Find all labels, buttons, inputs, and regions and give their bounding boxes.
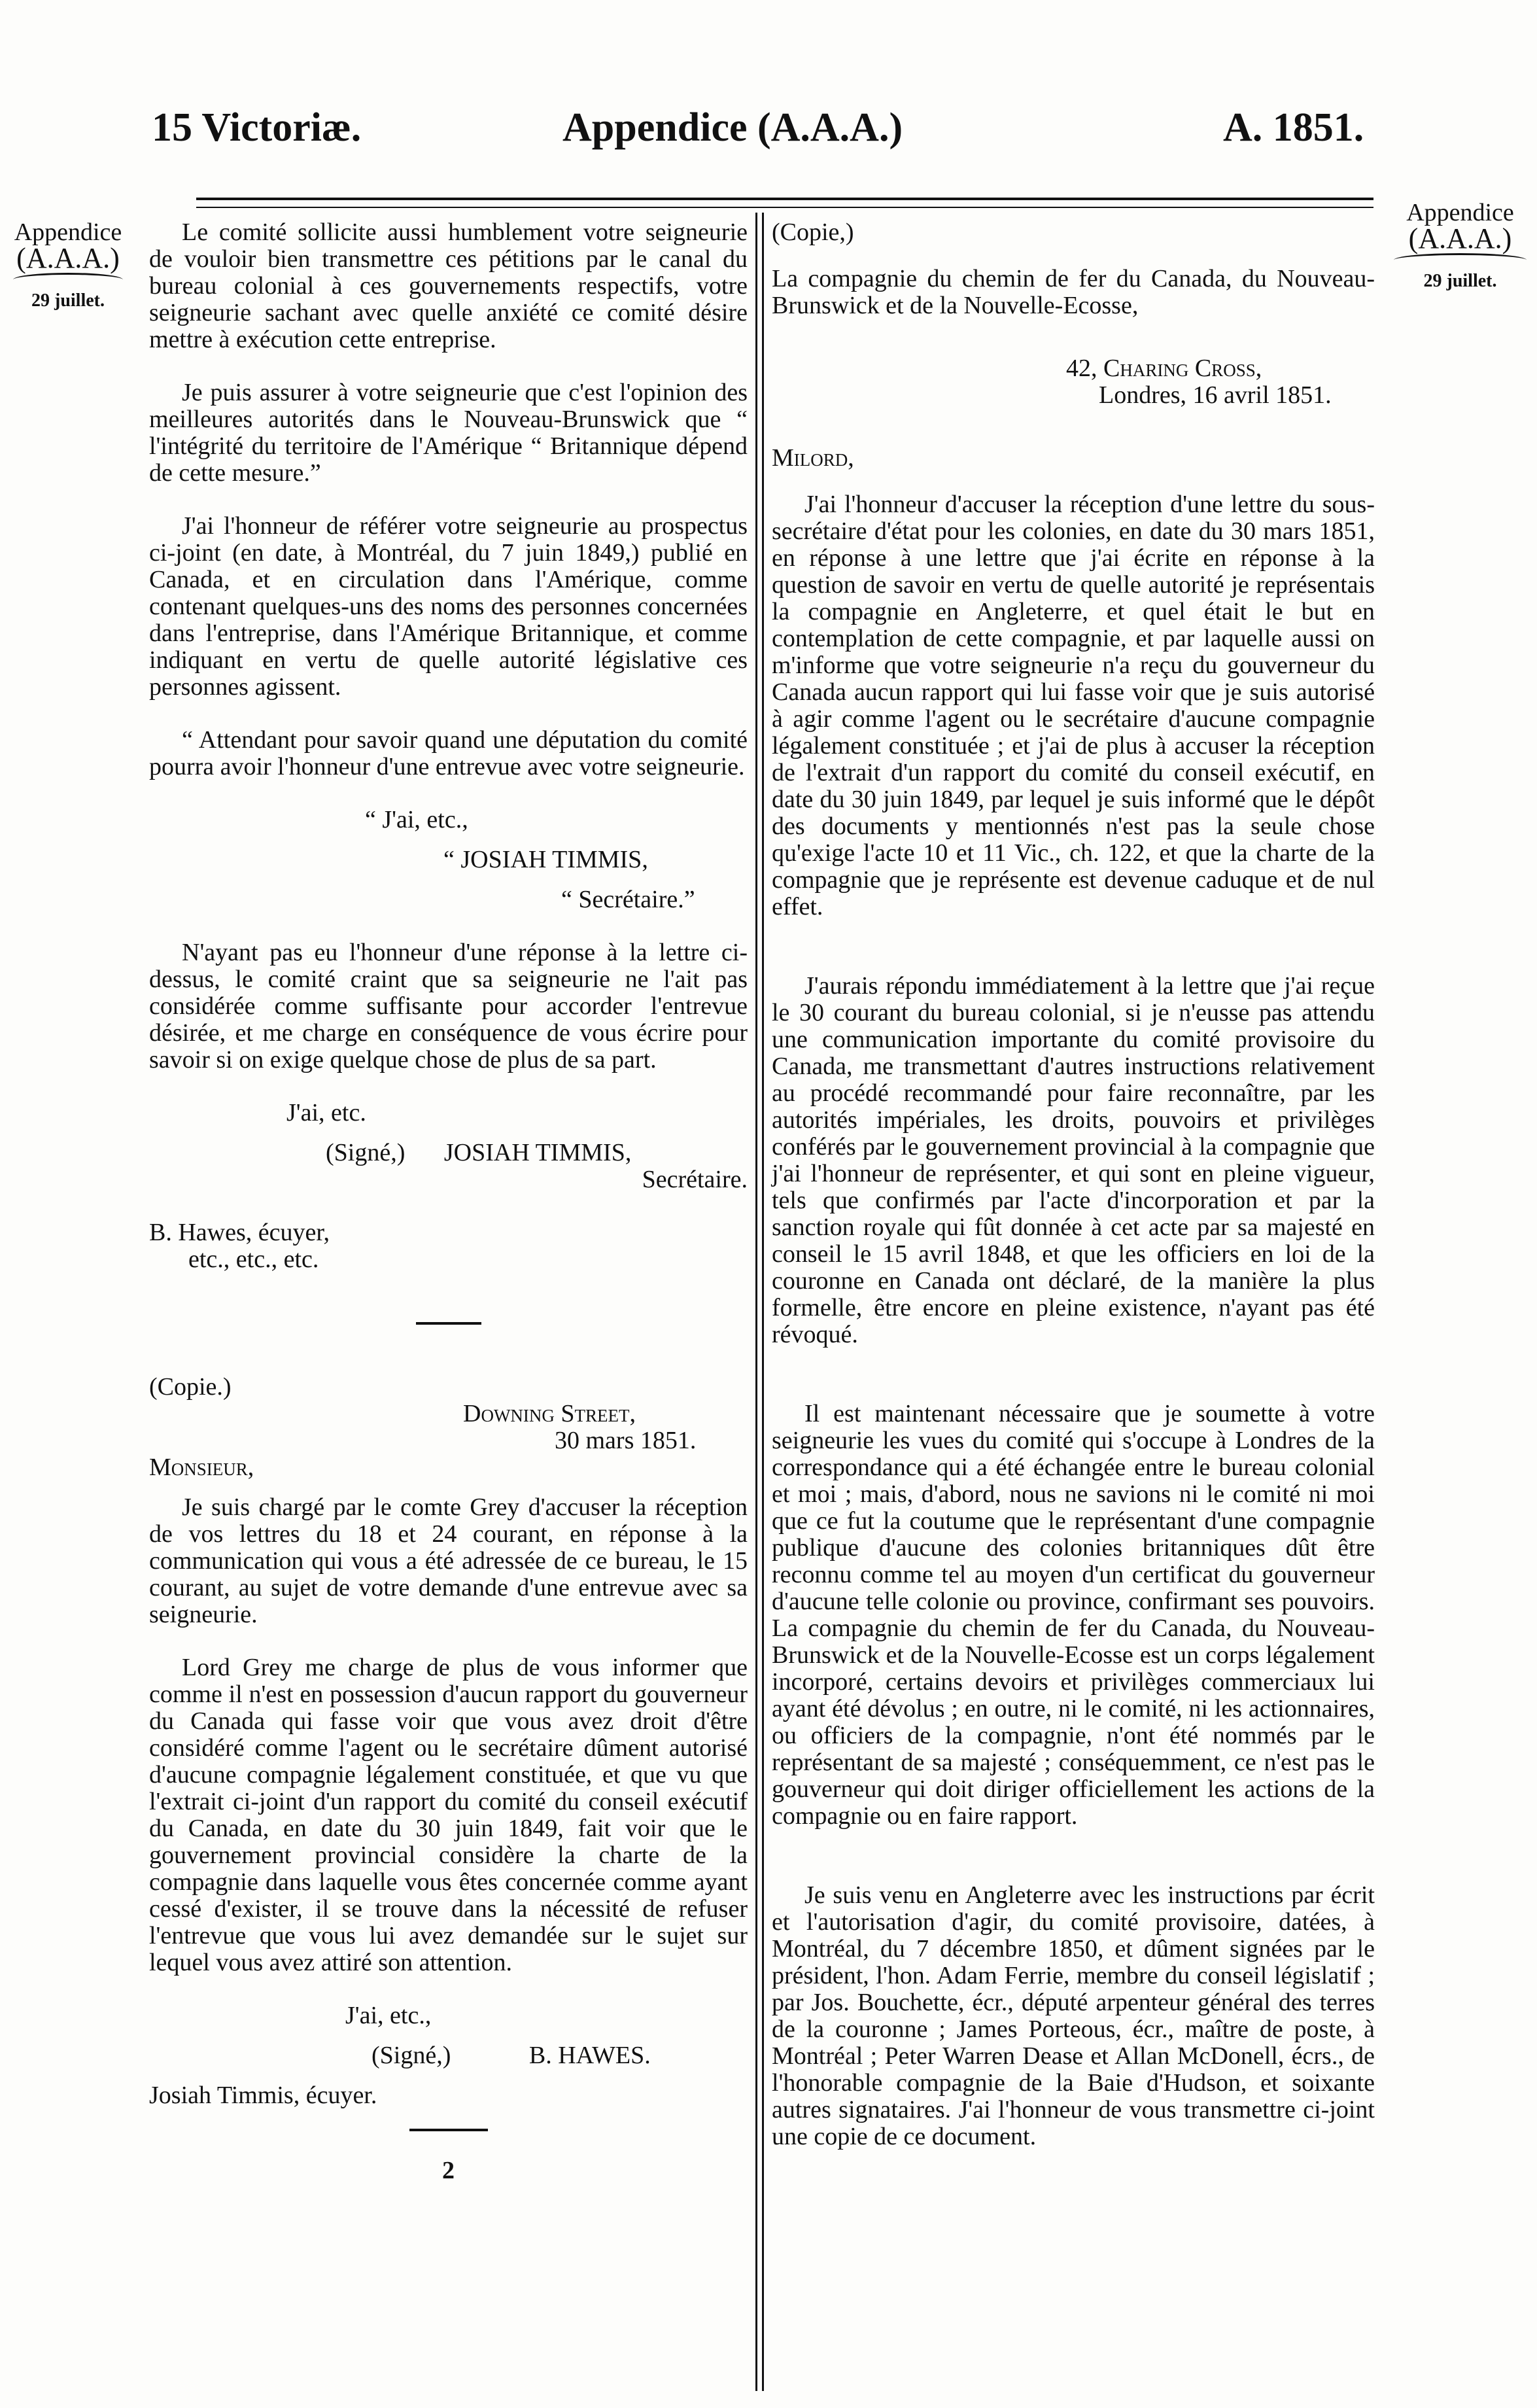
header-center: Appendice (A.A.A.) <box>562 105 903 150</box>
signature-title: “ Secrétaire.” <box>561 886 695 913</box>
margin-label: Appendice <box>1406 199 1514 226</box>
signature-line <box>149 1140 748 1166</box>
copy-label: (Copie.) <box>149 1373 232 1401</box>
addressee: B. Hawes, écuyer, <box>149 1219 330 1246</box>
margin-date: 29 juillet. <box>1423 271 1497 291</box>
paragraph: Le comité sollicite aussi humblement votre seigneurie de vouloir bien transmettre ces pétitions par le canal du bureau colonial à ces gouvernements respectifs, votre seigneurie sachant avec quelle anxiété ce comité désire mettre à exécution cette entreprise. <box>149 218 748 353</box>
closing: J'ai, etc. <box>286 1099 366 1126</box>
column-divider <box>755 213 757 2391</box>
paragraph: Je suis chargé par le comte Grey d'accuser la réception de vos lettres du 18 et 24 courant, en réponse à la communication qui vous a été adressée de ce bureau, le 15 courant, au sujet de votre demande d'une entrevue avec sa seigneurie. <box>149 1493 748 1628</box>
signature-name: “ JOSIAH TIMMIS, <box>443 846 648 873</box>
paragraph: J'ai l'honneur d'accuser la réception d'une lettre du sous-secrétaire d'état pour les colonies, en date du 30 mars 1851, en réponse à une lettre que j'ai écrite en réponse à la question de savoir en vertu de quelle autorité je représentais la compagnie en Angleterre, et quel était le but en contemplation de cette compagnie, et par laquelle aussi on m'informe que votre seigneurie n'a reçu du gouverneur du Canada aucun rapport qui lui fasse voir que je suis autorisé à agir comme l'agent ou le secrétaire d'aucune compagnie légalement constituée ; et j'ai de plus à accuser la réception de l'extrait d'un rapport du comité du conseil exécutif, en date du 30 juin 1849, par lequel je suis informé que le dépôt des documents y mentionnés n'est pas la seule chose qu'exige l'acte 10 et 11 Vic., ch. 122, et que la charte de la compagnie que je représente est devenue caduque et de nul effet. <box>772 491 1375 920</box>
signature-name: JOSIAH TIMMIS, <box>443 1139 632 1166</box>
company-name: La compagnie du chemin de fer du Canada, du Nouveau-Brunswick et de la Nouvelle-Ecosse, <box>772 265 1375 319</box>
letter-place: Downing Street, <box>463 1400 636 1427</box>
page-number: 2 <box>442 2157 455 2184</box>
paragraph: Il est maintenant nécessaire que je soumette à votre seigneurie les vues du comité qui s'occupe à Londres de la correspondance qui a été échangée entre le bureau colonial et moi ; mais, d'abord, nous ne savions ni le comité ni moi que ce fut la coutume que le représentant d'une compagnie publique d'aucune des colonies britanniques dût être reconnu comme tel au moyen d'un certificat du gouverneur d'aucune telle colonie ou province, confirmant ses pouvoirs. La compagnie du chemin de fer du Canada, du Nouveau-Brunswick et de la Nouvelle-Ecosse est un corps légalement incorporé, certains devoirs et privilèges commerciaux lui ayant été dévolus ; en outre, ni le comité, ni les actionnaires, ou officiers de la compagnie, n'ont été nommés par le représentant de sa majesté ; conséquemment, ce n'est pas le gouverneur qui doit diriger officiellement les actions de la compagnie ou en faire rapport. <box>772 1400 1375 1830</box>
letter-date: Londres, 16 avril 1851. <box>1099 381 1332 409</box>
paragraph: Je suis venu en Angleterre avec les instructions par écrit et l'autorisation d'agir, du comité provisoire, datées, à Montréal, du 7 décembre 1850, et dûment signées par le président, l'hon. Adam Ferrie, membre du conseil législatif ; par Jos. Bouchette, écr., député arpenteur général des terres de la couronne ; James Porteous, écr., maître de poste, à Montréal ; Peter Warren Dease et Allan McDonell, écrs., de l'honorable compagnie de la Baie d'Hudson, et soixante autres signataires. J'ai l'honneur de vous transmettre ci-joint une copie de ce document. <box>772 1881 1375 2150</box>
signed-label: (Signé,) <box>371 2042 451 2069</box>
paragraph: J'ai l'honneur de référer votre seigneurie au prospectus ci-joint (en date, à Montréal, du 7 juin 1849,) publié en Canada, et en circulation dans l'Amérique, comme contenant quelques-uns des noms des personnes concernées dans l'entreprise, dans l'Amérique Britannique, et comme indiquant en vertu de quelle autorité législative ces personnes agissent. <box>149 512 748 701</box>
brace-mark <box>1394 253 1527 267</box>
header-right: A. 1851. <box>1223 105 1364 150</box>
paragraph: J'aurais répondu immédiatement à la lettre que j'ai reçue le 30 courant du bureau colonial, si je n'eusse pas attendu une communication importante du comité provisoire du Canada, me transmettant d'autres instructions relativement au procédé recommandé pour faire reconnaître, par les autorités impériales, les droits, pouvoirs et privilèges conférés par le gouvernement provincial à la compagnie que j'ai l'honneur de représenter, et qui sont en pleine vigueur, tels que confirmés par l'acte d'incorporation et par la sanction royale qui fût donnée à cet acte par sa majesté en conseil le 15 avril 1848, et que les officiers en loi de la couronne en Canada ont déclaré, de la manière la plus formelle, être encore en pleine existence, n'ayant pas été révoqué. <box>772 972 1375 1348</box>
letter-address: 42, Charing Cross, <box>1066 355 1262 382</box>
margin-label: Appendice <box>14 218 122 246</box>
addressee: Josiah Timmis, écuyer. <box>149 2082 377 2109</box>
margin-note-right <box>1390 200 1530 294</box>
margin-date: 29 juillet. <box>31 290 105 311</box>
header-rule-bottom <box>196 207 1373 208</box>
letter-date: 30 mars 1851. <box>555 1427 697 1454</box>
header-left: 15 Victoriæ. <box>152 105 362 150</box>
copy-label: (Copie,) <box>772 218 854 246</box>
paragraph: “ Attendant pour savoir quand une députation du comité pourra avoir l'honneur d'une entrevue avec votre seigneurie. <box>149 726 748 780</box>
salutation: Monsieur, <box>149 1454 254 1481</box>
paragraph: N'ayant pas eu l'honneur d'une réponse à la lettre ci-dessus, le comité craint que sa seigneurie ne l'ait pas considérée comme suffisante pour accorder l'entrevue désirée, et me charge en conséquence de vous écrire pour savoir si on exige quelque chose de plus de sa part. <box>149 939 748 1073</box>
signature-line <box>149 2042 748 2069</box>
signed-label: (Signé,) <box>326 1139 406 1166</box>
right-column <box>772 219 1375 2150</box>
closing: J'ai, etc., <box>345 2002 432 2029</box>
column-divider <box>762 213 764 2391</box>
brace-mark <box>13 273 123 287</box>
header-rule-top <box>196 198 1373 200</box>
closing: “ J'ai, etc., <box>365 806 468 833</box>
margin-code: (A.A.A.) <box>16 242 120 274</box>
paragraph: Lord Grey me charge de plus de vous informer que comme il n'est en possession d'aucun rapport du gouverneur du Canada qui fasse voir que vous avez droit d'être considéré comme l'agent ou le secrétaire dûment autorisé d'aucune compagnie légalement constituée, et que vu que l'extrait ci-joint d'un rapport du comité du conseil exécutif du Canada, en date du 30 juin 1849, fait voir que le gouvernement provincial considère la charte de la compagnie dans laquelle vous êtes concernée comme ayant cessé d'exister, il se trouve dans la nécessité de refuser l'entrevue que vous lui avez demandée sur le sujet sur lequel vous avez attiré son attention. <box>149 1654 748 1976</box>
margin-code: (A.A.A.) <box>1408 222 1512 254</box>
left-column <box>149 219 748 2184</box>
paragraph: Je puis assurer à votre seigneurie que c'est l'opinion des meilleures autorités dans le Nouveau-Brunswick que “ l'intégrité du territoire de l'Amérique “ Britannique dépend de cette mesure.” <box>149 379 748 487</box>
margin-note-left <box>9 219 127 314</box>
signature-name: B. HAWES. <box>528 2042 651 2069</box>
addressee-etc: etc., etc., etc. <box>188 1246 319 1273</box>
salutation: Milord, <box>772 444 854 472</box>
signature-title: Secrétaire. <box>642 1166 748 1193</box>
